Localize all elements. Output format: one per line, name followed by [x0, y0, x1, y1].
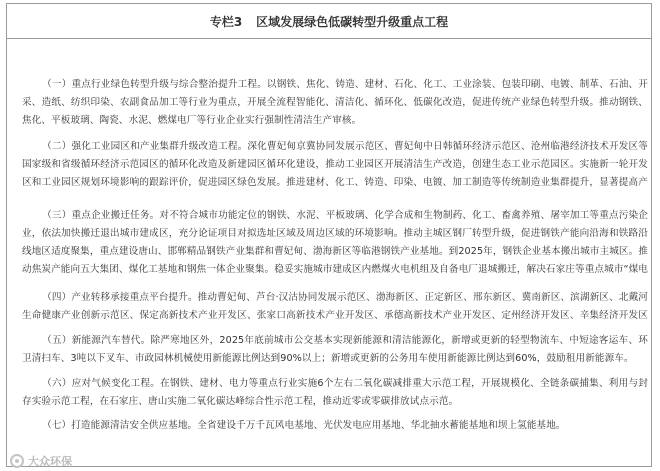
- watermark: [10, 453, 72, 469]
- watermark-logo-icon: [10, 454, 24, 468]
- paragraph-4: （四）产业转移承接重点平台提升。推动曹妃甸、芦台·汉沽协同发展示范区、渤海新区、正定新区、邢东新区、冀南新区、滨湖新区、北戴河生命健康产业创新示范区、保定高新技术产业开发区、张家口高新技术产业开发区、承德高新技术产业开发区、定州经济开发区、辛集经济开发区: [22, 292, 648, 321]
- paragraph-2: （二）强化工业园区和产业集群升级改造工程。深化曹妃甸京冀协同发展示范区、曹妃甸中日韩循环经济示范区、沧州临港经济技术开发区等国家级和省级循环经济示范园区的循环化改造及新建园区循环化建设，推动工业园区开展清洁生产改造，创建生态工业示范园区。实施新一轮开发区和工业园区规划环境影响的跟踪评价，促进园区绿色发展。推进建材、化工、铸造、印染、电镀、加工制造等传统制造业集群提升，显著提高产: [22, 141, 648, 188]
- paragraph-3: （三）重点企业搬迁任务。对不符合城市功能定位的钢铁、水泥、平板玻璃、化学合成和生物制药、化工、畜禽养殖、屠宰加工等重点污染企业，依法加快搬迁退出城市建成区，充分论证项目对拟选址区域及周边区域的环境影响。推动主城区钢厂转型升级，促进钢铁产能向沿海和铁路沿线地区适度聚集，重点建设唐山、邯郸精品钢铁产业集群和曹妃甸、渤海新区等临港钢铁产业基地。到2025年，钢铁企业基本搬出城市主城区。推动焦炭产能向五大集团、煤化工基地和钢焦一体企业聚集。稳妥实施城市建成区内燃煤火电机组及自备电厂退城搬迁，解决石家庄等重点城市“煤电: [22, 210, 648, 275]
- column-tag: 专栏3: [209, 14, 243, 29]
- paragraph-1: （一）重点行业绿色转型升级与综合整治提升工程。以钢铁、焦化、铸造、建材、石化、化工、工业涂装、包装印刷、电镀、制革、石油、开采、造纸、纺织印染、农副食品加工等行业为重点，开展全流程智能化、清洁化、循环化、低碳化改造，促进传统产业绿色转型升级。推动钢铁、焦化、平板玻璃、陶瓷、水泥、燃煤电厂等行业企业实行强制性清洁生产审核。: [22, 79, 648, 126]
- paragraph-6: （六）应对气候变化工程。在钢铁、建材、电力等重点行业实施6个左右二氧化碳减排重大示范工程，开展规模化、全链条碳捕集、利用与封存实验示范工程，在石家庄、唐山实施二氧化碳达峰综合性示范工程，推动近零或零碳排放试点示范。: [22, 378, 648, 407]
- column-title-bar: [7, 4, 651, 39]
- paragraph-5: （五）新能源汽车替代。除严寒地区外，2025年底前城市公交基本实现新能源和清洁能源化，新增或更新的轻型物流车、中短途客运车、环卫清扫车、3吨以下叉车、市政园林机械使用新能源比例达到90%以上；新增或更新的公务用车使用新能源比例达到60%，鼓励租用新能源车。: [22, 335, 648, 364]
- paragraph-7: （七）打造能源清洁安全供应基地。全省建设千万千瓦风电基地、光伏发电应用基地、华北抽水蓄能基地和坝上氢能基地。: [42, 420, 566, 431]
- watermark-text: 大众环保: [28, 455, 72, 468]
- column-title: 区域发展绿色低碳转型升级重点工程: [256, 14, 449, 29]
